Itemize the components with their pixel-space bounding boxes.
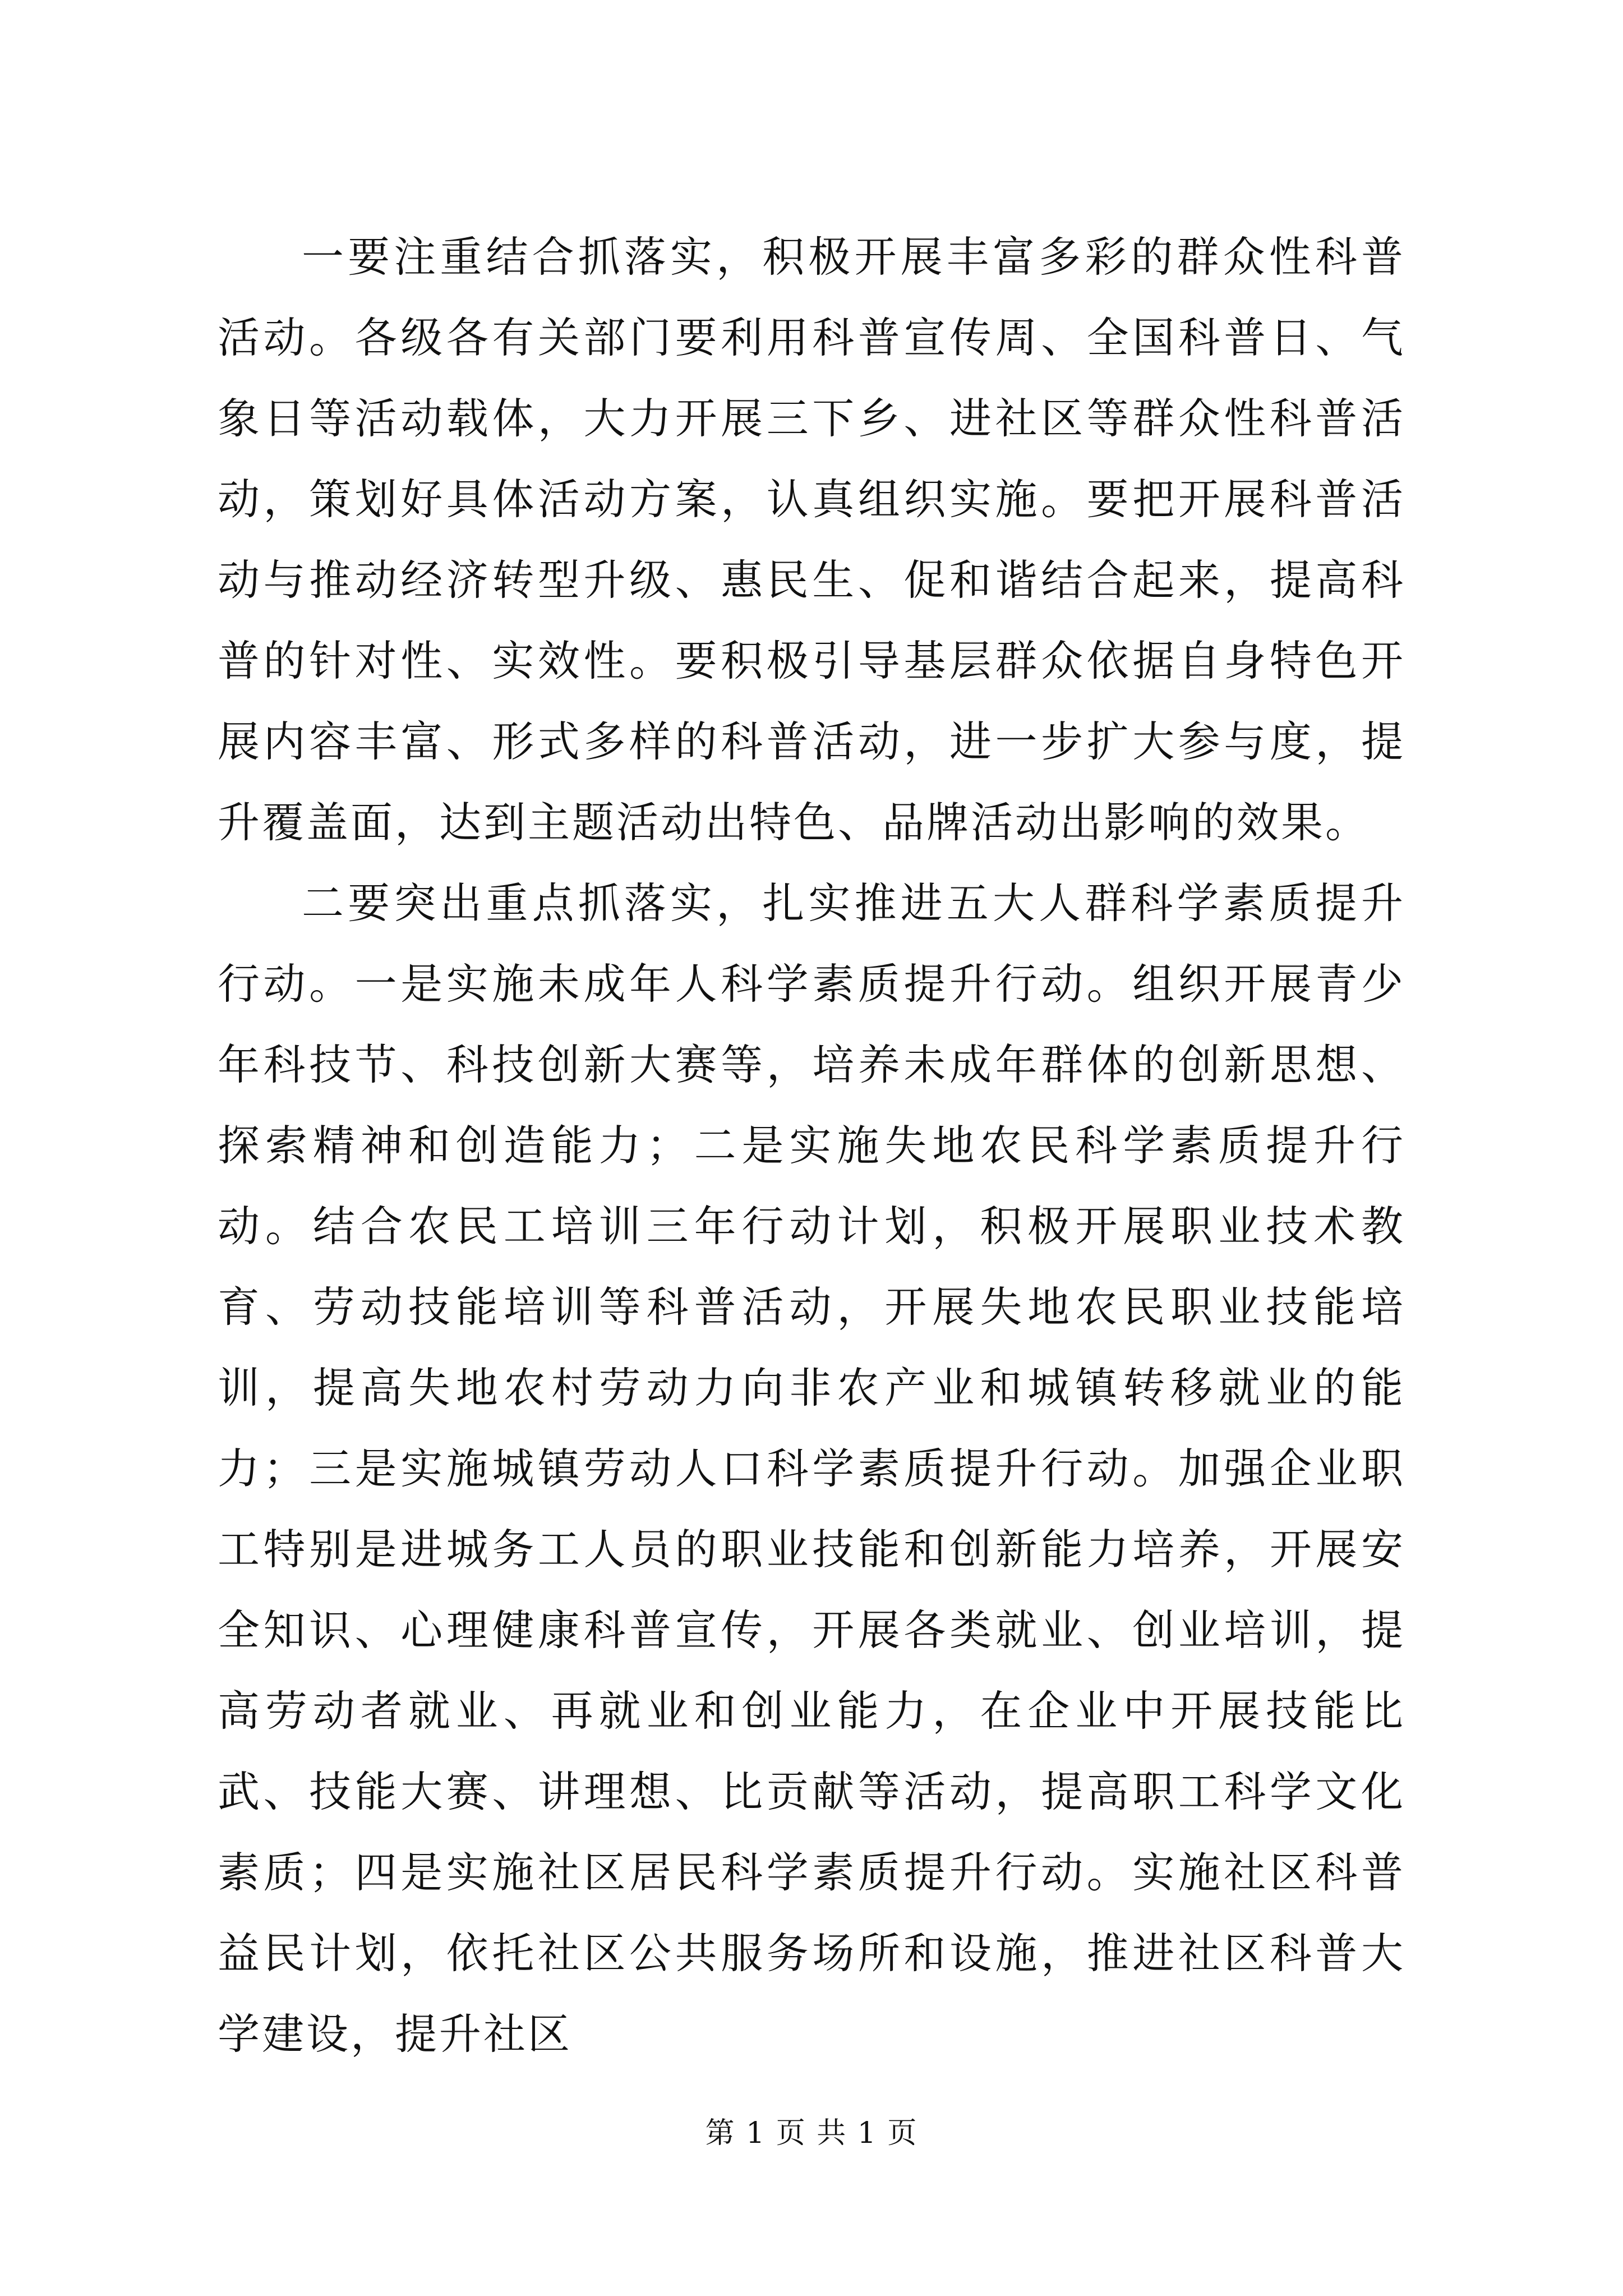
paragraph-1: 一要注重结合抓落实，积极开展丰富多彩的群众性科普活动。各级各有关部门要利用科普宣传周、全国科普日、气象日等活动载体，大力开展三下乡、进社区等群众性科普活动，策划好具体活动方案，认真组织实施。要把开展科普活动与推动经济转型升级、惠民生、促和谐结合起来，提高科普的针对性、实效性。要积极引导基层群众依据自身特色开展内容丰富、形式多样的科普活动，进一步扩大参与度，提升覆盖面，达到主题活动出特色、品牌活动出影响的效果。 <box>218 232 1405 847</box>
document-body <box>218 217 1405 2074</box>
paragraph-2: 二要突出重点抓落实，扎实推进五大人群科学素质提升行动。一是实施未成年人科学素质提升行动。组织开展青少年科技节、科技创新大赛等，培养未成年群体的创新思想、探索精神和创造能力；二是实施失地农民科学素质提升行动。结合农民工培训三年行动计划，积极开展职业技术教育、劳动技能培训等科普活动，开展失地农民职业技能培训，提高失地农村劳动力向非农产业和城镇转移就业的能力；三是实施城镇劳动人口科学素质提升行动。加强企业职工特别是进城务工人员的职业技能和创新能力培养，开展安全知识、心理健康科普宣传，开展各类就业、创业培训，提高劳动者就业、再就业和创业能力，在企业中开展技能比武、技能大赛、讲理想、比贡献等活动，提高职工科学文化素质；四是实施社区居民科学素质提升行动。实施社区科普益民计划，依托社区公共服务场所和设施，推进社区科普大学建设，提升社区 <box>218 878 1405 2059</box>
page-footer: 第 1 页 共 1 页 <box>705 2116 918 2150</box>
